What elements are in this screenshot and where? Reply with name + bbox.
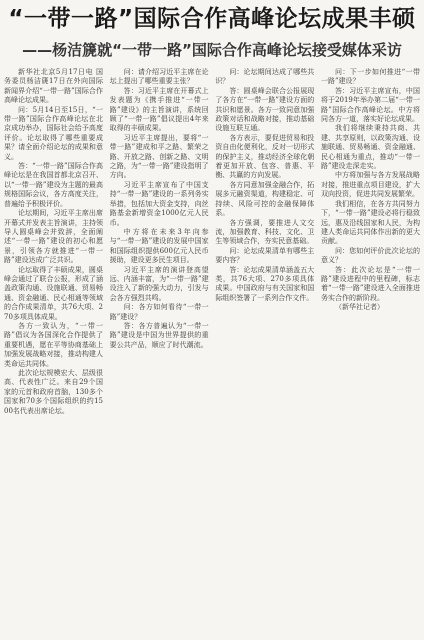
article-paragraph: 各方一致认为，“一带一路”倡议为各国深化合作提供了重要机遇，愿在平等协商基础上加强发展战略对接，推动构建人类命运共同体。 (4, 321, 103, 368)
article-paragraph: 论坛取得了丰硕成果，圆桌峰会通过了联合公报，形成了涵盖政策沟通、设施联通、贸易畅通、资金融通、民心相通等领域的合作成果清单，共76大项、270多项具体成果。 (4, 265, 103, 321)
article-paragraph: 答：论坛成果清单涵盖五大类，共76大项、270多项具体成果。中国政府与有关国家和国际组织签署了一系列合作文件。 (215, 265, 315, 302)
article-paragraph: 问：5月14日至15日，“一带一路”国际合作高峰论坛在北京成功举办，国际社会给予高度评价。论坛取得了哪些重要成果？请全面介绍论坛的成果和意义。 (4, 105, 103, 161)
article-column-1 (4, 68, 103, 638)
article-column-3 (215, 68, 314, 638)
article-paragraph: 我们将继续秉持共商、共建、共享原则，以政策沟通、设施联通、贸易畅通、资金融通、民心相通为重点，推动“一带一路”建设走深走实。 (320, 124, 420, 171)
article-paragraph: 此次论坛规模宏大、层级很高、代表性广泛。来自29个国家的元首和政府首脑，130多个国家和70多个国际组织的约1500名代表出席论坛。 (4, 369, 103, 415)
article-paragraph: 答：此次论坛是“一带一路”建设进程中的里程碑，标志着“一带一路”建设进入全面推进务实合作的新阶段。 (320, 265, 420, 302)
article-paragraph: 中方将在未来3年向参与“一带一路”建设的发展中国家和国际组织提供600亿元人民币援助，建设更多民生项目。 (109, 227, 209, 265)
article-paragraph: 答：圆桌峰会联合公报展现了各方在“一带一路”建设方面的共识和愿景。各方一致同意加强政策对话和战略对接，推动基础设施互联互通。 (215, 86, 315, 133)
article-paragraph: 习近平主席提出，要将“一带一路”建成和平之路、繁荣之路、开放之路、创新之路、文明之路，为“一带一路”建设指明了方向。 (109, 133, 209, 180)
article-paragraph: 我们相信，在各方共同努力下，“一带一路”建设必将行稳致远，惠及沿线国家和人民，为构建人类命运共同体作出新的更大贡献。 (320, 199, 420, 246)
article-paragraph: 中方将加强与各方发展战略对接，推进重点项目建设，扩大双向投资，促进共同发展繁荣。 (320, 171, 420, 199)
article-paragraph: 问：各方如何看待“一带一路”建设？ (109, 303, 209, 321)
article-paragraph: 各方强调，要推进人文交流，加强教育、科技、文化、卫生等领域合作，夯实民意基础。 (215, 218, 315, 246)
headline: “一带一路”国际合作高峰论坛成果丰硕 (8, 6, 416, 32)
article-column-4 (321, 68, 420, 638)
article-column-2 (110, 68, 209, 638)
article-paragraph: 答：“一带一路”国际合作高峰论坛是在我国首都北京召开、以“一带一路”建设为主题的最高规格国际会议，各方高度关注，普遍给予积极评价。 (4, 162, 103, 208)
article-paragraph: 问：请介绍习近平主席在论坛上提出了哪些重要主张？ (109, 68, 209, 86)
article-paragraph: 论坛期间，习近平主席出席开幕式并发表主旨演讲，主持领导人圆桌峰会并致辞，全面阐述“一带一路”建设的初心和愿景，引领各方就推进“一带一路”建设达成广泛共识。 (4, 209, 103, 265)
article-paragraph: 答：习近平主席在开幕式上发表题为《携手推进“一带一路”建设》的主旨演讲，系统回顾了“一带一路”倡议提出4年来取得的丰硕成果。 (109, 86, 209, 133)
article-paragraph: 习近平主席宣布了中国支持“一带一路”建设的一系列务实举措，包括加大资金支持，向丝路基金新增资金1000亿元人民币。 (109, 180, 209, 227)
subheadline: ——杨洁篪就“一带一路”国际合作高峰论坛接受媒体采访 (22, 41, 402, 59)
article-paragraph: 答：各方普遍认为“一带一路”建设是中国为世界提供的重要公共产品，顺应了时代潮流。 (109, 321, 209, 349)
article-paragraph: 问：论坛期间达成了哪些共识？ (215, 68, 315, 86)
article-paragraph: 答：习近平主席宣布，中国将于2019年举办第二届“一带一路”国际合作高峰论坛。中方将同各方一道，落实好论坛成果。 (320, 86, 420, 124)
article-paragraph: 各方表示，要促进贸易和投资自由化便利化，反对一切形式的保护主义，推动经济全球化朝着更加开放、包容、普惠、平衡、共赢的方向发展。 (215, 133, 315, 180)
article-paragraph: （新华社记者） (334, 303, 384, 312)
article-paragraph: 问：您如何评价此次论坛的意义？ (320, 246, 420, 265)
article-paragraph: 各方同意加强金融合作，拓展多元融资渠道，构建稳定、可持续、风险可控的金融保障体系。 (215, 180, 315, 218)
article-paragraph: 习近平主席的演讲登高望远、内涵丰富，为“一带一路”建设注入了新的强大动力，引发与会各方强烈共鸣。 (109, 265, 209, 302)
article-paragraph: 问：论坛成果清单有哪些主要内容？ (215, 246, 315, 265)
article-paragraph: 问：下一步如何推进“一带一路”建设？ (320, 68, 420, 86)
article-body (4, 68, 420, 638)
article-paragraph: 新华社北京5月17日电 国务委员杨洁篪17日在外向国际新闻界介绍“一带一路”国际合作高峰论坛成果。 (4, 68, 103, 105)
